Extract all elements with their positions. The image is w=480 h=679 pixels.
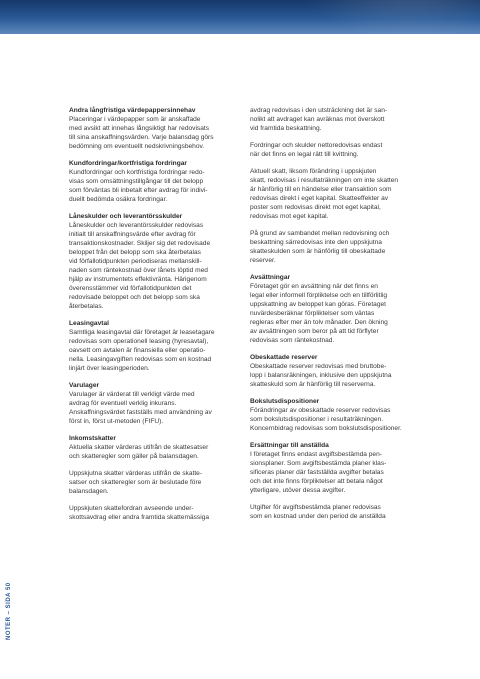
section-text: Kundfordringar och kortfristiga fordringar redo- visas som omsättningstillgångar till det belopp som förväntas bli inbetalt efter avdrag för indivi- duellt bedömda osäkra fordringar. (69, 169, 208, 203)
section-text: På grund av sambandet mellan redovisning och beskattning särredovisas inte den uppskjutna skatteskulden som är hänförlig till obeskattade reserver. (250, 230, 390, 264)
section-block (250, 397, 432, 433)
section-text: Uppskjuten skattefordran avseende under- skottsavdrag eller andra framtida skattemässiga (69, 505, 209, 521)
section-block (69, 212, 251, 311)
section-block (250, 229, 432, 265)
section-block (69, 319, 251, 373)
page-label: NOTER – SIDA 50 (6, 582, 12, 640)
section-heading: Bokslutsdispositioner (250, 398, 320, 405)
section-block (250, 503, 432, 521)
section-text: Företaget gör en avsättning när det finns en legal eller informell förpliktelse och en tillförlitlig uppskattning av beloppet kan göras. Företaget nuvärdesberäknar förpliktelser som väntas regleras efter mer än tolv månader. Den ökning av avsättningen som beror på att tid förflyter redovisas som räntekostnad. (250, 283, 388, 344)
section-block (69, 504, 251, 522)
section-heading: Andra långfristiga värdepappersinnehav (69, 107, 196, 114)
section-block (69, 106, 251, 151)
banner-decoration (300, 0, 480, 40)
section-heading: Varulager (69, 382, 100, 389)
section-block (250, 106, 432, 133)
section-text: Obeskattade reserver redovisas med bruttobe- lopp i balansräkningen, inklusive den uppskjutna skatteskuld som är hänförlig till reserverna. (250, 363, 392, 388)
section-block (69, 159, 251, 204)
section-text: I företaget finns endast avgiftsbestämda pen- sionsplaner. Som avgiftsbestämda planer klas- sificeras planer där fastställda avgifter betalas och det inte finns förpliktelser att betala något ytterligare, utöver dessa avgifter. (250, 451, 387, 494)
section-block (69, 469, 251, 496)
section-heading: Obeskattade reserver (250, 354, 318, 361)
section-text: Placeringar i värdepapper som är anskaffade med avsikt att innehas långsiktigt har redovisats till sina anskaffningsvärden. Varje balansdag görs bedömning om eventuellt nedskrivningsbehov. (69, 116, 214, 150)
section-text: Aktuella skatter värderas utifrån de skattesatser och skatteregler som gäller på balansdagen. (69, 444, 209, 460)
section-text: Aktuell skatt, liksom förändring i uppskjuten skatt, redovisas i resultaträkningen om inte skatten är hänförlig till en händelse eller transaktion som redovisas direkt i eget kapital. Skatteeffekter av poster som redovisas direkt mot eget kapital, redovisas mot eget kapital. (250, 168, 399, 220)
section-text: Förändringar av obeskattade reserver redovisas som bokslutsdispositioner i resultaträkningen. Koncernbidrag redovisas som bokslutsdispositioner. (250, 407, 402, 432)
section-text: Fordringar och skulder nettoredovisas endast när det finns en legal rätt till kvittning. (250, 142, 383, 158)
right-column (250, 106, 432, 529)
section-heading: Avsättningar (250, 274, 291, 281)
section-block (69, 381, 251, 426)
section-heading: Inkomstskatter (69, 435, 116, 442)
section-text: Utgifter för avgiftsbestämda planer redovisas som en kostnad under den period de anställda (250, 504, 386, 520)
section-block (250, 353, 432, 389)
section-block (250, 141, 432, 159)
header-banner (0, 0, 480, 34)
section-heading: Leasingavtal (69, 320, 109, 327)
section-heading: Låneskulder och leverantörsskulder (69, 213, 183, 220)
left-column (69, 106, 251, 530)
section-block (250, 167, 432, 221)
section-block (250, 273, 432, 345)
section-text: Låneskulder och leverantörsskulder redovisas initialt till anskaffningsvärde efter avdrag för transaktionskostnader. Skiljer sig det redovisade beloppet från det belopp som ska återbetalas vid förfallotidpunkten periodiseras mellanskill- naden som räntekostnad över lånets löptid med hjälp av instrumentets effektivränta. Härigenom överensstämmer vid förfallotidpunkten det redovisade beloppet och det belopp som ska återbetalas. (69, 222, 211, 310)
section-text: Varulager är värderat till verkligt värde med avdrag för eventuell verklig inkurans. Anskaffningsvärdet fastställs med användning av först in, först ut-metoden (FIFU). (69, 391, 212, 425)
section-text: Samtliga leasingavtal där företaget är leasetagare redovisas som operationell leasing (hyresavtal), oavsett om avtalen är finansiella eller operatio- nella. Leasingavgiften redovisas som en kostnad linjärt över leasingperioden. (69, 329, 215, 372)
section-text: Uppskjutna skatter värderas utifrån de skatte- satser och skatteregler som är beslutade före balansdagen. (69, 470, 203, 495)
section-heading: Ersättningar till anställda (250, 442, 329, 449)
section-heading: Kundfordringar/kortfristiga fordringar (69, 160, 187, 167)
section-text: avdrag redovisas i den utsträckning det är san- nolikt att avdraget kan avräknas mot överskott vid framtida beskattning. (250, 107, 388, 132)
section-block (250, 441, 432, 495)
section-block (69, 434, 251, 461)
